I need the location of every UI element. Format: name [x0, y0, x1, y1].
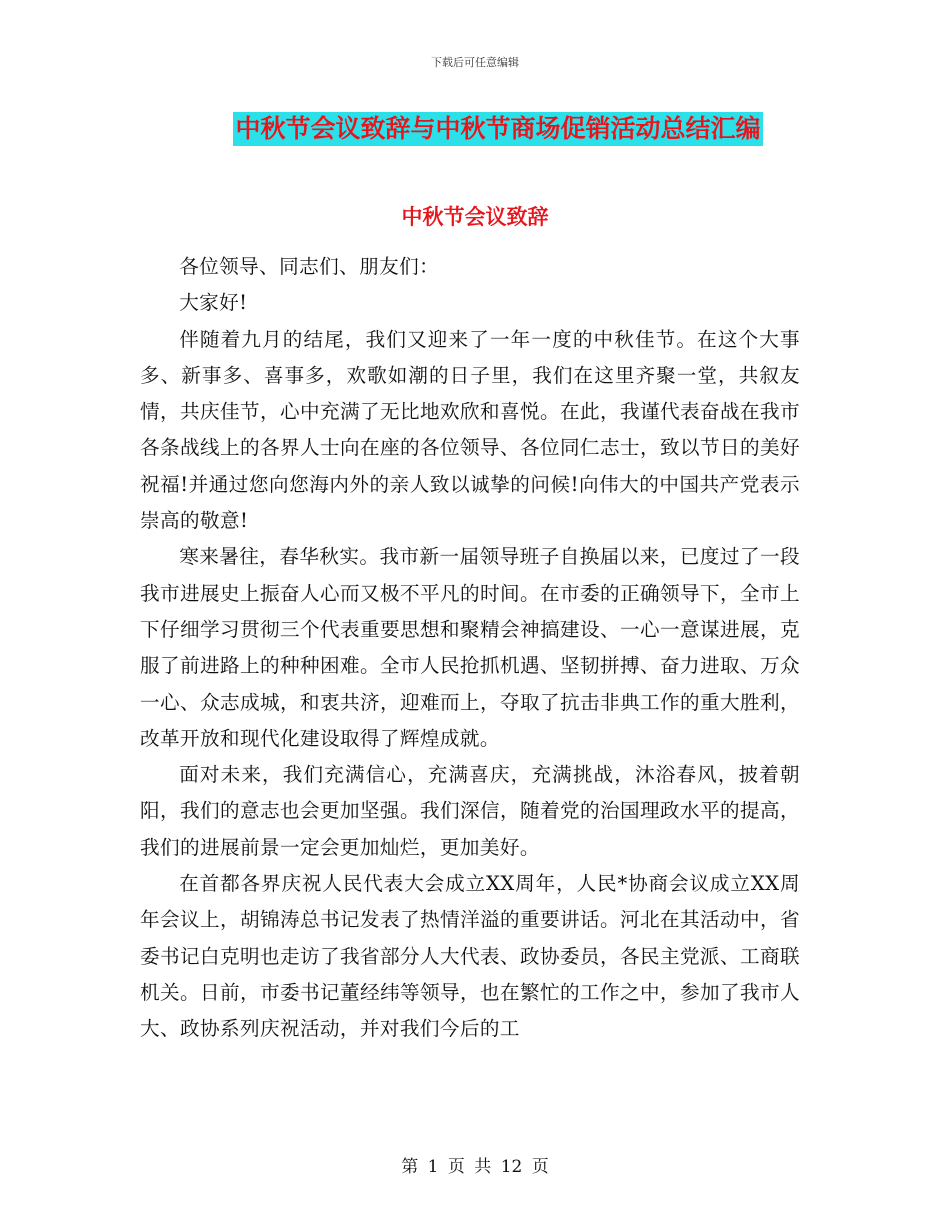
header-note: 下载后可任意编辑 [431, 56, 519, 69]
document-body [140, 249, 800, 1048]
paragraph-greeting: 大家好! [179, 291, 248, 315]
paragraph: 伴随着九月的结尾，我们又迎来了一年一度的中秋佳节。在这个大事多、新事多、喜事多，欢歌如潮的日子里，我们在这里齐聚一堂，共叙友情，共庆佳节，心中充满了无比地欢欣和喜悦。在此，我谨代表奋战在我市各条战线上的各界人士向在座的各位领导、各位同仁志士，致以节日的美好祝福!并通过您向您海内外的亲人致以诚挚的问候!向伟大的中国共产党表示崇高的敬意! [140, 327, 800, 533]
document-title: 中秋节会议致辞与中秋节商场促销活动总结汇编 [233, 112, 762, 146]
section-title: 中秋节会议致辞 [401, 205, 549, 229]
paragraph: 寒来暑往，春华秋实。我市新一届领导班子自换届以来，已度过了一段我市进展史上振奋人心而又极不平凡的时间。在市委的正确领导下，全市上下仔细学习贯彻三个代表重要思想和聚精会神搞建设、一心一意谋进展，克服了前进路上的种种困难。全市人民抢抓机遇、坚韧拼搏、奋力进取、万众一心、众志成城，和衷共济，迎难而上，夺取了抗击非典工作的重大胜利，改革开放和现代化建设取得了辉煌成就。 [140, 545, 800, 750]
paragraph: 面对未来，我们充满信心，充满喜庆，充满挑战，沐浴春风，披着朝阳，我们的意志也会更加坚强。我们深信，随着党的治国理政水平的提高，我们的进展前景一定会更加灿烂，更加美好。 [140, 763, 800, 859]
page-number-footer: 第 1 页 共 12 页 [401, 1157, 549, 1177]
paragraph-salutation: 各位领导、同志们、朋友们： [179, 255, 440, 278]
document-title-container [0, 112, 950, 146]
paragraph: 在首都各界庆祝人民代表大会成立XX周年，人民*协商会议成立XX周年会议上，胡锦涛总书记发表了热情洋溢的重要讲话。河北在其活动中，省委书记白克明也走访了我省部分人大代表、政协委员，各民主党派、工商联机关。日前，市委书记董经纬等领导，也在繁忙的工作之中，参加了我市人大、政协系列庆祝活动，并对我们今后的工 [140, 872, 800, 1041]
